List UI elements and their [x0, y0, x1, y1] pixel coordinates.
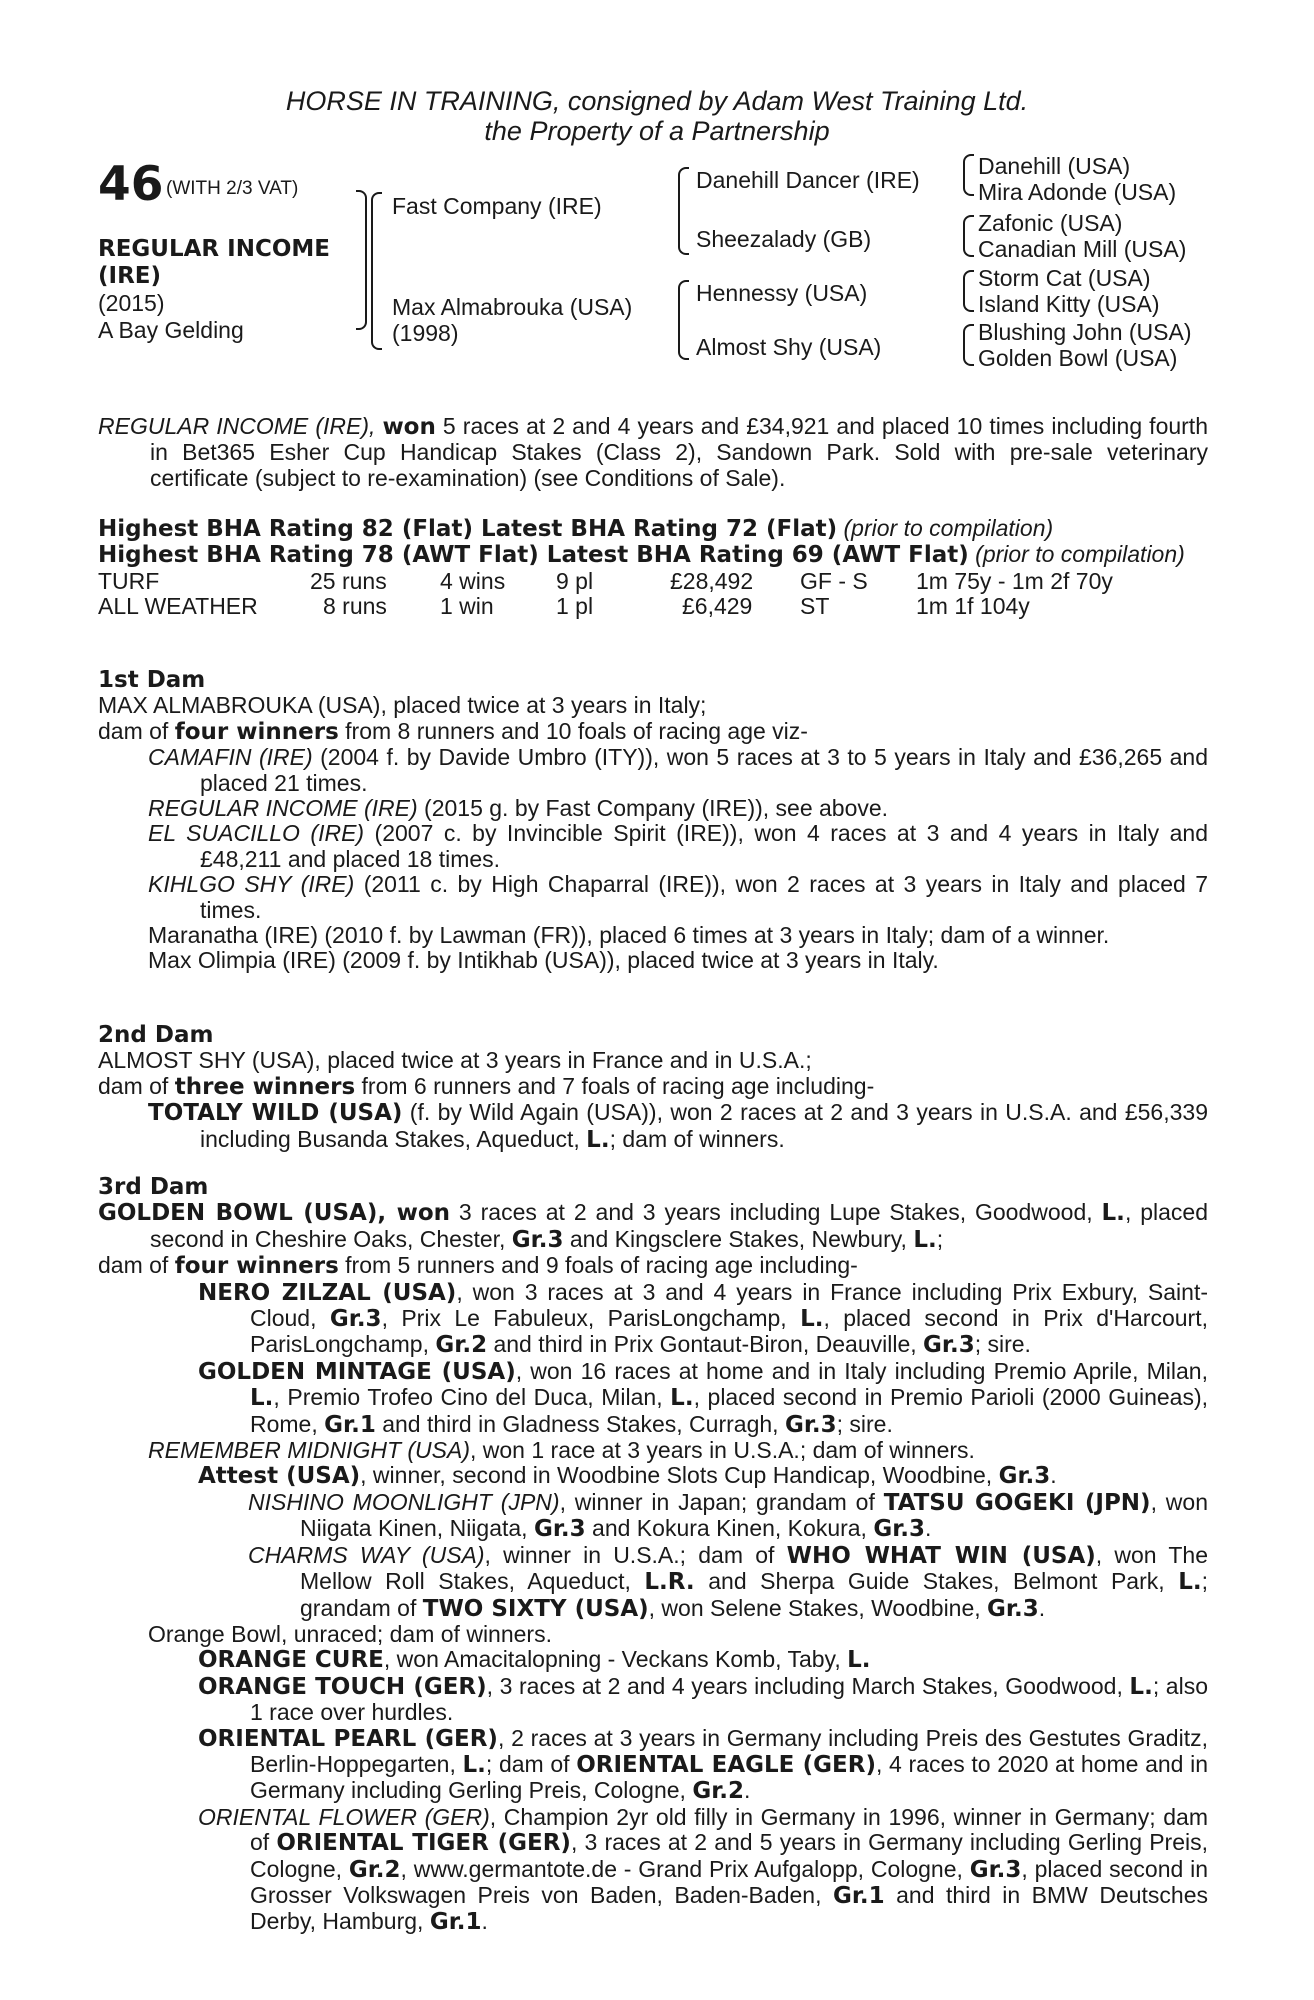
- produce-text: Max Olimpia (IRE) (2009 f. by Intikhab (USA)), placed twice at 3 years in Italy.: [148, 947, 939, 974]
- produce-item: [98, 1647, 1208, 1673]
- rating-flat-values: Highest BHA Rating 82 (Flat) Latest BHA Rating 72 (Flat): [98, 516, 838, 542]
- summary-won: won: [382, 414, 436, 440]
- winners-count: four winners: [174, 1253, 339, 1280]
- grade-mark: Gr.3: [511, 1226, 564, 1253]
- produce-name: ORANGE TOUCH (GER): [198, 1673, 487, 1700]
- produce-item: [98, 1805, 1208, 1936]
- race-text: .: [925, 1515, 932, 1542]
- race-text: and third in Prix Gontaut-Biron, Deauville,: [487, 1331, 924, 1358]
- grade-mark: Gr.2: [692, 1778, 745, 1805]
- consignor-line: HORSE IN TRAINING, consigned by Adam West Training Ltd.: [285, 86, 1029, 116]
- pedigree-brace-left: [356, 190, 367, 330]
- produce-item: [98, 796, 1208, 821]
- pedigree-gen3-8: Golden Bowl (USA): [978, 345, 1178, 371]
- race-text: , 4 races to 2020 at home and in Germany including Gerling Preis, Cologne,: [250, 1750, 1209, 1804]
- record-going: ST: [800, 593, 830, 620]
- race-text: ;: [936, 1225, 944, 1252]
- grade-mark: Gr.1: [832, 1882, 885, 1909]
- produce-name: WHO WHAT WIN (USA): [786, 1542, 1096, 1569]
- produce-item: [98, 1100, 1208, 1153]
- produce-text: ; dam of winners.: [609, 1125, 785, 1152]
- produce-item: [98, 1438, 1208, 1463]
- race-text: , Prix Le Fabuleux, ParisLongchamp,: [381, 1305, 801, 1332]
- produce-item: [98, 1280, 1208, 1359]
- horse-description: A Bay Gelding: [98, 317, 244, 343]
- grade-mark: Gr.1: [324, 1411, 376, 1438]
- race-text: , won 16 races at home and in Italy including Premio Aprile, Milan,: [515, 1357, 1208, 1384]
- record-distance: 1m 1f 104y: [916, 593, 1030, 620]
- summary-paragraph: [98, 414, 1208, 491]
- produce-name: ORANGE CURE: [198, 1647, 384, 1674]
- pedigree-gen2-1: Danehill Dancer (IRE): [696, 167, 920, 193]
- produce-name: ORIENTAL FLOWER (GER): [198, 1803, 490, 1830]
- produce-name: KIHLGO SHY (IRE): [148, 871, 355, 898]
- race-text: , won Niigata Kinen, Niigata,: [300, 1488, 1208, 1542]
- race-text: and third in Gladness Stakes, Curragh,: [375, 1410, 785, 1437]
- produce-text: (2011 c. by High Chaparral (IRE)), won 2 races at 3 years in Italy and placed 7 times.: [200, 871, 1209, 923]
- dam-of: dam of: [98, 717, 175, 744]
- pedigree-brace-g3a: [963, 154, 974, 196]
- produce-name: CAMAFIN (IRE): [148, 744, 313, 771]
- first-dam-heading: 1st Dam: [98, 667, 206, 693]
- race-text: , placed second in Cheshire Oaks, Chester,: [150, 1199, 1209, 1252]
- grade-mark: Gr.1: [429, 1909, 482, 1936]
- race-text: and Sherpa Guide Stakes, Belmont Park,: [694, 1568, 1179, 1595]
- record-runs: 25 runs: [310, 567, 387, 594]
- produce-item: [98, 1463, 1208, 1489]
- grade-mark: L.: [913, 1226, 937, 1253]
- rating-awt: [98, 542, 1208, 568]
- pedigree-gen3-7: Blushing John (USA): [978, 319, 1192, 345]
- race-text: and third in BMW Deutsches Derby, Hamburg,: [250, 1881, 1209, 1935]
- second-dam-produce-line: [98, 1074, 1208, 1100]
- record-prize: £28,492: [670, 567, 754, 594]
- winners-count: four winners: [174, 718, 339, 745]
- foaling-year: (2015): [98, 290, 165, 316]
- runners-text: from 5 runners and 9 foals of racing age including-: [338, 1252, 858, 1279]
- produce-item: [98, 1543, 1208, 1622]
- produce-text: (f. by Wild Again (USA)), won 2 races at 2 and 3 years in U.S.A. and £56,339 including Busanda Stakes, Aqueduct,: [200, 1099, 1208, 1152]
- record-placed: 9 pl: [556, 567, 594, 594]
- dam-of: dam of: [98, 1072, 175, 1099]
- produce-text: (2004 f. by Davide Umbro (ITY)), won 5 races at 3 to 5 years in Italy and £36,265 and placed 21 times.: [200, 744, 1208, 796]
- grade-mark: Gr.3: [873, 1516, 926, 1543]
- race-text: .: [481, 1908, 488, 1935]
- produce-item: [98, 1674, 1208, 1726]
- grade-mark: Gr.3: [969, 1856, 1022, 1883]
- race-text: , www.germantote.de - Grand Prix Aufgalopp, Cologne,: [400, 1855, 970, 1882]
- race-text: and Kingsclere Stakes, Newbury,: [563, 1225, 914, 1252]
- grade-mark: L.: [847, 1647, 871, 1674]
- pedigree-gen3-1: Danehill (USA): [978, 153, 1131, 179]
- grade-mark: L.: [250, 1385, 274, 1412]
- grade-mark: Gr.2: [348, 1856, 401, 1883]
- pedigree-gen3-6: Island Kitty (USA): [978, 291, 1160, 317]
- race-text: ; sire.: [836, 1410, 893, 1437]
- pedigree-brace-dam: [678, 280, 689, 360]
- grade-mark: Gr.3: [987, 1595, 1039, 1622]
- grade-mark: Gr.3: [923, 1332, 975, 1359]
- dam-of: dam of: [98, 1252, 175, 1279]
- produce-item: [98, 821, 1208, 872]
- grade-mark: L.: [800, 1306, 824, 1333]
- grade-mark: L.: [670, 1385, 694, 1412]
- record-row-all-weather: [98, 594, 1208, 619]
- record-wins: 1 win: [440, 593, 494, 620]
- record-row-turf: [98, 569, 1208, 594]
- grade-mark: Gr.2: [435, 1332, 488, 1359]
- race-text: ; dam of: [485, 1750, 577, 1777]
- produce-name: CHARMS WAY (USA): [248, 1541, 485, 1568]
- race-text: , 3 races at 2 and 4 years including March Stakes, Goodwood,: [486, 1672, 1130, 1699]
- pedigree-gen2-2: Sheezalady (GB): [696, 226, 872, 252]
- horse-name-country: (IRE): [98, 263, 162, 289]
- pedigree-brace-g3b: [963, 215, 974, 257]
- record-wins: 4 wins: [440, 567, 506, 594]
- race-text: .: [1050, 1462, 1057, 1489]
- vat-note: (WITH 2/3 VAT): [166, 178, 299, 199]
- second-dam-line: ALMOST SHY (USA), placed twice at 3 years in France and in U.S.A.;: [98, 1047, 812, 1074]
- pedigree-gen3-3: Zafonic (USA): [978, 210, 1123, 236]
- race-text: , placed second in Premio Parioli (2000 Guineas), Rome,: [250, 1384, 1208, 1437]
- listed-mark: L.: [586, 1126, 610, 1153]
- race-text: , 2 races at 3 years in Germany including Preis des Gestutes Graditz, Berlin-Hoppegarten,: [250, 1724, 1208, 1777]
- race-text: , placed second in Grosser Volkswagen Preis von Baden, Baden-Baden,: [250, 1855, 1208, 1908]
- grade-mark: Gr.3: [533, 1516, 586, 1543]
- race-text: , Champion 2yr old filly in Germany in 1996, winner in Germany; dam of: [250, 1803, 1208, 1856]
- produce-name: NISHINO MOONLIGHT (JPN): [248, 1488, 560, 1515]
- horse-name: REGULAR INCOME: [98, 236, 330, 262]
- produce-name: TOTALY WILD (USA): [148, 1100, 403, 1127]
- summary-text: 5 races at 2 and 4 years and £34,921 and placed 10 times including fourth in Bet365 Esher Cup Handicap Stakes (Class 2), Sandown Park. Sold with pre-sale veterinary certificate (subject to re-examination) (see Conditions of Sale).: [150, 413, 1208, 491]
- race-text: , won Selene Stakes, Woodbine,: [648, 1594, 988, 1621]
- produce-item: [98, 1359, 1208, 1438]
- grade-mark: L.: [1129, 1673, 1153, 1700]
- race-text: , won 1 race at 3 years in U.S.A.; dam of winners.: [470, 1437, 975, 1464]
- produce-item: [98, 1490, 1208, 1543]
- lot-number: 46: [98, 157, 164, 212]
- grade-mark: Gr.3: [784, 1411, 837, 1438]
- third-dam-name: GOLDEN BOWL (USA), won: [98, 1200, 451, 1227]
- runners-text: from 8 runners and 10 foals of racing age viz-: [338, 717, 808, 744]
- race-summary: [98, 414, 1208, 491]
- ratings-block: [98, 516, 1208, 620]
- grade-mark: L.R.: [644, 1569, 695, 1596]
- grade-mark: Gr.3: [329, 1306, 382, 1333]
- race-text: , 3 races at 2 and 5 years in Germany including Gerling Preis, Cologne,: [250, 1829, 1208, 1882]
- record-surface: ALL WEATHER: [98, 593, 258, 620]
- third-dam-produce-line: [98, 1253, 1208, 1279]
- produce-name: GOLDEN MINTAGE (USA): [198, 1358, 516, 1385]
- winners-count: three winners: [174, 1073, 356, 1100]
- pedigree-gen3-4: Canadian Mill (USA): [978, 236, 1187, 262]
- rating-awt-values: Highest BHA Rating 78 (AWT Flat) Latest BHA Rating 69 (AWT Flat): [98, 542, 969, 569]
- grade-mark: L.: [462, 1751, 486, 1778]
- property-line: the Property of a Partnership: [484, 116, 830, 146]
- first-dam-section: [98, 668, 1208, 974]
- produce-name: ORIENTAL EAGLE (GER): [576, 1751, 876, 1778]
- produce-item: [98, 1622, 1208, 1647]
- record-placed: 1 pl: [556, 593, 594, 620]
- pedigree-gen2-4: Almost Shy (USA): [696, 334, 882, 360]
- rating-awt-note: (prior to compilation): [968, 541, 1185, 568]
- produce-item: [98, 923, 1208, 948]
- rating-flat: [98, 516, 1208, 542]
- pedigree-brace-g3d: [963, 324, 974, 366]
- produce-item: [98, 872, 1208, 923]
- race-text: ; sire.: [974, 1331, 1031, 1358]
- produce-name: EL SUACILLO (IRE): [148, 820, 365, 847]
- produce-name: TWO SIXTY (USA): [422, 1595, 649, 1622]
- produce-name: TATSU GOGEKI (JPN): [883, 1489, 1151, 1516]
- pedigree-brace-g3c: [963, 270, 974, 312]
- first-dam-line: MAX ALMABROUKA (USA), placed twice at 3 years in Italy;: [98, 692, 707, 719]
- runners-text: from 6 runners and 7 foals of racing age including-: [355, 1072, 875, 1099]
- produce-text: (2007 c. by Invincible Spirit (IRE)), won 4 races at 3 and 4 years in Italy and £48,211 and placed 18 times.: [200, 820, 1209, 872]
- race-text: , winner, second in Woodbine Slots Cup Handicap, Woodbine,: [360, 1462, 999, 1489]
- produce-item: [98, 1726, 1208, 1805]
- race-text: Orange Bowl, unraced; dam of winners.: [148, 1620, 552, 1647]
- race-text: , Premio Trofeo Cino del Duca, Milan,: [273, 1384, 671, 1411]
- produce-item: [98, 745, 1208, 796]
- second-dam-section: [98, 1023, 1208, 1153]
- produce-name: REMEMBER MIDNIGHT (USA): [148, 1437, 470, 1464]
- produce-name: REGULAR INCOME (IRE): [148, 795, 418, 822]
- race-text: .: [1038, 1594, 1046, 1621]
- race-text: , won Amacitalopning - Veckans Komb, Taby,: [383, 1646, 848, 1673]
- produce-text: Maranatha (IRE) (2010 f. by Lawman (FR)), placed 6 times at 3 years in Italy; dam of a winner.: [148, 922, 1110, 949]
- race-text: 3 races at 2 and 3 years including Lupe Stakes, Goodwood,: [450, 1199, 1102, 1226]
- third-dam-section: [98, 1175, 1208, 1936]
- pedigree-brace-sire: [678, 167, 689, 255]
- record-prize: £6,429: [682, 593, 753, 620]
- pedigree-brace-gen1: [371, 192, 382, 350]
- third-dam-line: [98, 1200, 1208, 1253]
- race-text: , won The Mellow Roll Stakes, Aqueduct,: [300, 1541, 1208, 1595]
- race-text: .: [744, 1777, 751, 1804]
- first-dam-produce-line: [98, 719, 1208, 745]
- race-text: ; grandam of: [300, 1568, 1208, 1621]
- record-runs: 8 runs: [323, 593, 387, 620]
- pedigree-gen3-2: Mira Adonde (USA): [978, 179, 1177, 205]
- record-going: GF - S: [800, 567, 868, 594]
- produce-name: NERO ZILZAL (USA): [198, 1279, 457, 1306]
- grade-mark: Gr.3: [998, 1463, 1051, 1490]
- produce-name: Attest (USA): [198, 1463, 361, 1490]
- summary-horse-name: REGULAR INCOME (IRE),: [98, 413, 376, 439]
- pedigree-gen2-3: Hennessy (USA): [696, 280, 868, 306]
- record-distance: 1m 75y - 1m 2f 70y: [916, 567, 1113, 594]
- race-text: , winner in U.S.A.; dam of: [484, 1541, 787, 1568]
- race-text: and Kokura Kinen, Kokura,: [585, 1515, 874, 1542]
- third-dam-heading: 3rd Dam: [98, 1174, 209, 1200]
- race-text: , winner in Japan; grandam of: [559, 1488, 884, 1515]
- race-text: , won 3 races at 3 and 4 years in France including Prix Exbury, Saint-Cloud,: [250, 1278, 1208, 1332]
- pedigree-gen3-5: Storm Cat (USA): [978, 265, 1151, 291]
- pedigree-dam-year: (1998): [392, 320, 459, 346]
- second-dam-heading: 2nd Dam: [98, 1022, 214, 1048]
- pedigree-dam: Max Almabrouka (USA): [392, 294, 633, 320]
- produce-item: [98, 948, 1208, 973]
- produce-name: ORIENTAL TIGER (GER): [276, 1830, 571, 1857]
- rating-flat-note: (prior to compilation): [837, 515, 1054, 541]
- pedigree-sire: Fast Company (IRE): [392, 193, 602, 219]
- produce-text: (2015 g. by Fast Company (IRE)), see above.: [417, 795, 889, 822]
- produce-name: ORIENTAL PEARL (GER): [198, 1725, 498, 1752]
- grade-mark: L.: [1178, 1569, 1202, 1596]
- grade-mark: L.: [1101, 1200, 1125, 1227]
- race-text: , placed second in Prix d'Harcourt, ParisLongchamp,: [250, 1305, 1208, 1358]
- record-surface: TURF: [98, 567, 160, 594]
- race-text: ; also 1 race over hurdles.: [250, 1672, 1208, 1726]
